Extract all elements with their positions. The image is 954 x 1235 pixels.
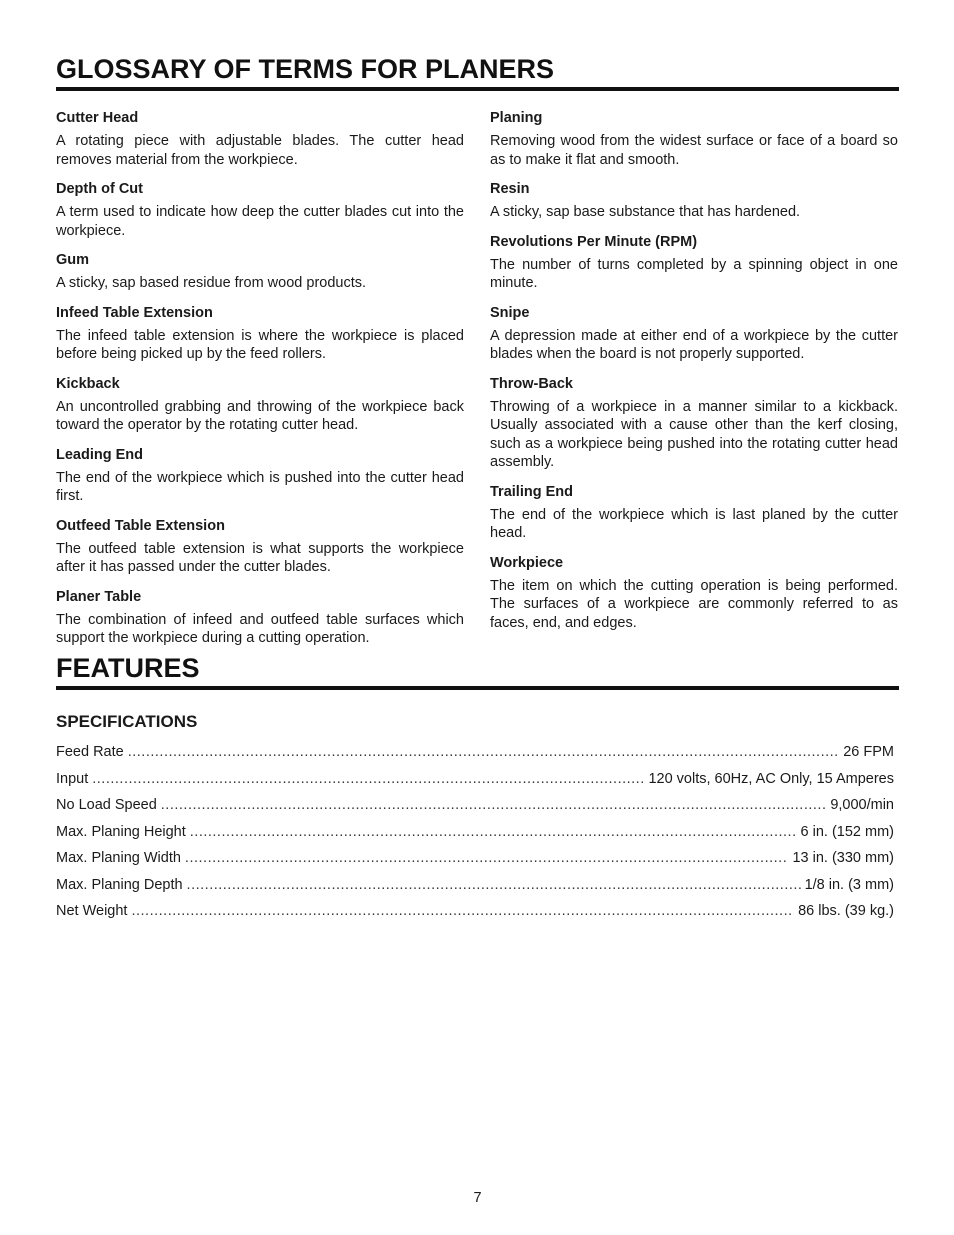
- glossary-entry: [56, 517, 464, 577]
- dot-leader: [190, 824, 797, 840]
- dot-leader: [92, 771, 644, 787]
- manual-page: [56, 0, 899, 1235]
- dot-leader: [185, 850, 789, 866]
- spec-row: [56, 744, 894, 771]
- glossary-term: Snipe: [490, 304, 530, 321]
- spec-row: [56, 850, 894, 877]
- glossary-divider: [56, 87, 899, 91]
- glossary-definition: An uncontrolled grabbing and throwing of the workpiece back toward the operator by the rotating cutter head.: [56, 398, 464, 433]
- spec-value: 26 FPM: [843, 744, 894, 760]
- spec-label: Net Weight: [56, 903, 128, 919]
- glossary-entry: [490, 304, 898, 364]
- glossary-definition: A sticky, sap based residue from wood products.: [56, 275, 367, 291]
- glossary-term: Kickback: [56, 375, 120, 392]
- spec-row: [56, 797, 894, 824]
- glossary-entry: [56, 251, 464, 293]
- glossary-definition: The combination of infeed and outfeed table surfaces which support the workpiece during a cutting operation.: [56, 611, 464, 646]
- glossary-definition: A rotating piece with adjustable blades. The cutter head removes material from the workpiece.: [56, 133, 464, 168]
- glossary-definition: The infeed table extension is where the workpiece is placed before being picked up by the feed rollers.: [56, 327, 464, 362]
- dot-leader: [161, 797, 827, 813]
- spec-value: 9,000/min: [830, 797, 894, 813]
- spec-value: 1/8 in. (3 mm): [804, 876, 894, 893]
- glossary-entry: [490, 375, 898, 472]
- glossary-title: GLOSSARY OF TERMS FOR PLANERS: [56, 54, 555, 84]
- glossary-right-column: [490, 109, 898, 643]
- spec-value: 86 lbs. (39 kg.): [798, 903, 894, 919]
- glossary-definition: A term used to indicate how deep the cutter blades cut into the workpiece.: [56, 204, 464, 239]
- dot-leader: [131, 903, 794, 919]
- glossary-definition: The outfeed table extension is what supports the workpiece after it has passed under the cutter blades.: [56, 540, 464, 575]
- spec-label: Max. Planing Depth: [56, 876, 183, 893]
- spec-row: [56, 824, 894, 851]
- spec-label: Input: [56, 770, 89, 787]
- glossary-definition: The end of the workpiece which is last planed by the cutter head.: [490, 506, 898, 541]
- glossary-term: Depth of Cut: [56, 181, 143, 197]
- features-divider: [56, 686, 899, 690]
- glossary-entry: [490, 109, 898, 169]
- glossary-entry: [56, 588, 464, 648]
- glossary-entry: [490, 180, 898, 222]
- spec-label: Max. Planing Height: [56, 823, 186, 840]
- dot-leader: [187, 877, 801, 893]
- glossary-term: Resin: [490, 181, 530, 197]
- glossary-entry: [56, 304, 464, 364]
- glossary-definition: The number of turns completed by a spinning object in one minute.: [490, 256, 898, 291]
- glossary-term: Outfeed Table Extension: [56, 517, 225, 534]
- glossary-term: Gum: [56, 252, 90, 268]
- spec-label: Feed Rate: [56, 744, 124, 760]
- glossary-entry: [490, 233, 898, 293]
- glossary-definition: A depression made at either end of a workpiece by the cutter blades when the board is not properly supported.: [490, 327, 898, 362]
- glossary-entry: [490, 483, 898, 543]
- glossary-entry: [56, 446, 464, 506]
- spec-value: 13 in. (330 mm): [792, 850, 894, 866]
- spec-value: 6 in. (152 mm): [800, 823, 894, 840]
- glossary-term: Trailing End: [490, 483, 573, 500]
- glossary-definition: The end of the workpiece which is pushed into the cutter head first.: [56, 469, 464, 504]
- glossary-term: Infeed Table Extension: [56, 304, 213, 321]
- spec-label: No Load Speed: [56, 797, 157, 813]
- features-title: FEATURES: [56, 653, 200, 683]
- glossary-term: Leading End: [56, 446, 143, 463]
- glossary-entry: [490, 554, 898, 633]
- glossary-definition: The item on which the cutting operation is being performed. The surfaces of a workpiece are commonly referred to as faces, end, and edges.: [490, 577, 898, 631]
- page-number: 7: [473, 1190, 482, 1206]
- spec-label: Max. Planing Width: [56, 850, 181, 866]
- spec-row: [56, 903, 894, 930]
- glossary-entry: [56, 180, 464, 240]
- glossary-term: Revolutions Per Minute (RPM): [490, 233, 698, 250]
- glossary-definition: A sticky, sap base substance that has hardened.: [490, 204, 801, 220]
- spec-row: [56, 771, 894, 798]
- glossary-entry: [56, 109, 464, 169]
- glossary-term: Cutter Head: [56, 110, 139, 126]
- dot-leader: [128, 744, 840, 760]
- glossary-term: Workpiece: [490, 554, 564, 571]
- specifications-list: [56, 744, 894, 930]
- glossary-term: Planer Table: [56, 588, 142, 605]
- spec-row: [56, 877, 894, 904]
- glossary-term: Planing: [490, 110, 543, 126]
- glossary-entry: [56, 375, 464, 435]
- glossary-term: Throw-Back: [490, 375, 573, 392]
- spec-value: 120 volts, 60Hz, AC Only, 15 Amperes: [648, 770, 894, 787]
- glossary-left-column: [56, 109, 464, 659]
- glossary-definition: Throwing of a workpiece in a manner similar to a kickback. Usually associated with a cause other than the kerf closing, such as a workpiece being pushed into the rotating cutter head assembly.: [490, 398, 898, 470]
- glossary-definition: Removing wood from the widest surface or face of a board so as to make it flat and smooth.: [490, 133, 898, 168]
- specifications-heading: SPECIFICATIONS: [56, 712, 198, 731]
